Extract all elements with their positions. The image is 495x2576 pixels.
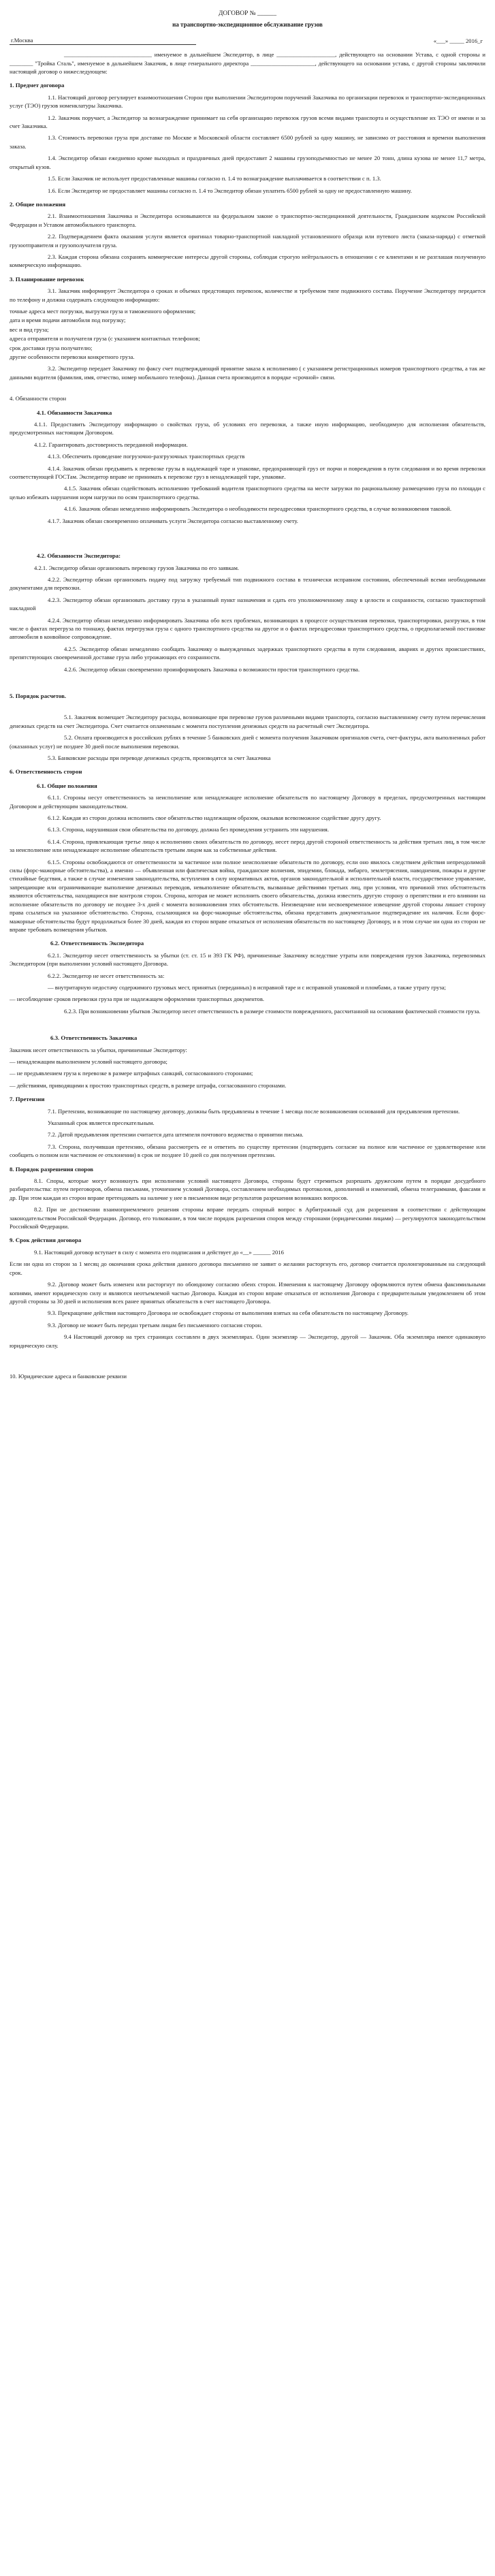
clause-4-1-7: 4.1.7. Заказчик обязан своевременно оплачивать услуги Экспедитора согласно выставленному счету. — [48, 517, 298, 524]
clause-9-2: 9.2. Договор может быть изменен или расторгнут по обоюдному согласию обеих сторон. Изменения к настоящему Договору оформляются путем обмена факсимильными копиями, имеют юридическую силу и являются неотъемлемой частью Договора. Каждая из сторон вправе отказаться от исполнения Договора с предварительным уведомлением об этом другой стороны за 30 дней и исполнения всех ранее принятых обязательств в счет настоящего Договора. — [10, 1281, 485, 1305]
clause-4-2-2: 4.2.2. Экспедитор обязан организовать подачу под загрузку требуемый тип подвижного состава в технически исправном состоянии, обеспеченный всеми необходимыми документами для перевозки. — [10, 575, 485, 592]
clause-3-1: 3.1. Заказчик информирует Экспедитора о сроках и объемах предстоящих перевозок, количестве и требуемом типе подвижного состава. Поручение Экспедитору передается по телефону и должна содержать следующую информацию: — [10, 287, 485, 303]
clause-6-1-4: 6.1.4. Сторона, привлекающая третье лицо к исполнению своих обязательств по договору, несет перед другой стороной ответственность за действия третьих лиц, в том числе за неисполнение или ненадлежащее исполнение обязательств третьим лицом как за собственные действия. — [10, 838, 485, 854]
section-2-heading: 2. Общие положения — [10, 200, 66, 208]
clause-3-2: 3.2. Экспедитор передает Заказчику по факсу счет подтверждающий принятие заказа к исполнению ( с указанием регистрационных номеров транспортного средства, а так же данными водителя (фамилия, имя, отчество, номер мобильного телефона). Данная счета производится в порядке «срочной» связи. — [10, 365, 485, 381]
clause-1-6: 1.6. Если Экспедитор не предоставляет машины согласно п. 1.4 то Экспедитор обязан уплатить 6500 рублей за одну не предоставленную машину. — [48, 187, 412, 194]
list-item: другие особенности перевозки конкретного груза. — [10, 353, 135, 360]
section-3-heading: 3. Планирование перевозок — [10, 275, 84, 283]
clause-7-1-note: Указанный срок является пресекательным. — [48, 1119, 155, 1126]
clause-4-2-6: 4.2.6. Экспедитор обязан своевременно проинформировать Заказчика о возможности простоя транспортного средства. — [64, 665, 360, 673]
subsection-4-2-heading: 4.2. Обязанности Экспедитора: — [37, 552, 121, 560]
clause-6-2-2-b: — несоблюдение сроков перевозки груза при не надлежащем оформлении транспортных документов. — [10, 996, 265, 1003]
clause-4-1-3: 4.1.3. Обеспечить проведение погрузочно-разгрузочных транспортных средств — [48, 453, 245, 460]
section-4-heading: 4. Обязанности сторон — [10, 395, 67, 402]
clause-4-2-1: 4.2.1. Экспедитор обязан организовать перевозку грузов Заказчика по его заявкам. — [34, 564, 240, 571]
clause-6-2-1: 6.2.1. Экспедитор несет ответственность за убытки (ст. ст. 15 и 393 ГК РФ), причиненные Заказчику вследствие утраты или повреждения грузов Заказчика, перевозимых Экспедитором (при выполнении условий настоящего Договора. — [10, 951, 485, 968]
clause-7-2: 7.2. Датой предъявления претензии считается дата штемпеля почтового ведомства о принятии письма. — [48, 1131, 304, 1139]
clause-4-2-4: 4.2.4. Экспедитор обязан немедленно информировать Заказчика обо всех проблемах, возникающих в процессе осуществления перевозки, транспортировки, разгрузки, в том числе о фактах перегруза по тоннажу, фактах перегрузки груза с одного транспортного средства на другое и о фактах переадресовки транспортного средства, о предполагаемой постановке автомобиля в конвойное сопровождение. — [10, 616, 485, 641]
clause-6-3-b: — не предъявлением груза к перевозке в размере штрафных санкций, согласованного сторонами; — [10, 1070, 253, 1077]
clause-9-1-note: Если ни одна из сторон за 1 месяц до окончания срока действия данного договора письменно не заявит о желании расторгнуть его, договор считается пролонгированным на следующий срок. — [10, 1260, 485, 1276]
clause-6-2-2-a: — внутритарную недостачу содержимого грузовых мест, принятых (переданных) в исправной таре и с исправной упаковкой и пломбами, а также утрату груза; — [48, 983, 446, 991]
clause-9-4: 9.4 Настоящий договор на трех страницах составлен в двух экземплярах. Один экземпляр — Экспедитор, другой — Заказчик. Оба экземпляра имеют одинаковую юридическую силу. — [10, 1333, 485, 1349]
clause-4-1-5: 4.1.5. Заказчик обязан содействовать исполнению требований водителя транспортного средства на месте загрузки по рациональному размещению груза по площади с целью избежать нарушения норм нагрузки по осям транспортного средства. — [10, 485, 485, 500]
clause-6-1-5: 6.1.5. Стороны освобождаются от ответственности за частичное или полное неисполнение обязательств по договору, если оно явилось следствием действия непреодолимой силы (форс-мажорные обстоятельства), а именно — объявленная или фактическая война, гражданские волнения, эпидемии, блокада, эмбарго, землетрясения, наводнения, пожары и другие стихийные бедствия, а также в случае изменения законодательства, вступления в силу нормативных актов, органов законодательной и исполнительной власти, государственное управление, запрещающие или ограничивающие выполнение денежных переводов, невыполнение обязательств, вызванные действиями третьих лиц, при условии, что причиной этих обстоятельств являются обстоятельства, находящиеся вне контроля сторон. Сторона, которая не может исполнить своего обязательства, должна известить другую сторону о препятствии и его влиянии на исполнение обязательств по договору не позднее 3-х дней с момента возникновения этих обстоятельств. Неизвещение или несвоевременное извещение другой стороны лишает сторону права ссылаться на указанное обстоятельство. Сторона, ссылающаяся на форс-мажорные обстоятельства, обязана представить документальное подтверждение их наличия. Если форс-мажорные обстоятельства будут продолжаться более 30 дней, каждая из сторон вправе отказаться от исполнения обязательств по настоящему Договору, и в этом случае ни одна из сторон не вправе требовать возмещения убытков. — [10, 858, 485, 933]
clause-9-3: 9.3. Прекращение действия настоящего Договора не освобождает стороны от выполнения взятых на себя обязательств по настоящему Договору. — [48, 1309, 409, 1317]
list-item: срок доставки груза получателю; — [10, 344, 93, 351]
clause-4-2-5: 4.2.5. Экспедитор обязан немедленно сообщать Заказчику о вынужденных задержках транспортного средства в пути следования, авариях и других происшествиях, препятствующих своевременной доставке груза либо угрожающих его сохранности. — [10, 645, 485, 661]
section-8-heading: 8. Порядок разрешения споров — [10, 1165, 94, 1173]
clause-2-2: 2.2. Подтверждением факта оказания услуги является оригинал товарно-транспортной накладной установленного образца или путевого листа (заказа-наряда) с отметкой грузоотправителя и грузополучателя груза. — [10, 233, 485, 249]
clause-6-3: Заказчик несет ответственность за убытки, причиненные Экспедитору: — [10, 1046, 187, 1053]
clause-4-2-3: 4.2.3. Экспедитор обязан организовать доставку груза в указанный пункт назначения и сдать его уполномоченному лицу в целости и сохранности, согласно транспортной накладной — [10, 596, 485, 612]
clause-1-1: 1.1. Настоящий договор регулирует взаимоотношения Сторон при выполнении Экспедитором поручений Заказчика по организации перевозок и транспортно-экспедиционных услуг (ТЭО) грузов номенклатуры Заказчика. — [10, 93, 485, 110]
clause-1-4: 1.4. Экспедитор обязан ежедневно кроме выходных и праздничных дней предоставит 2 машины грузоподъемностью не менее 20 тонн, длина кузова не менее 11,7 метра, открытый кузов. — [10, 155, 485, 170]
clause-6-1-3: 6.1.3. Сторона, нарушившая свои обязательства по договору, должна без промедления устранить эти нарушения. — [48, 826, 330, 833]
clause-5-1: 5.1. Заказчик возмещает Экспедитору расходы, возникающие при перевозке грузов различными видами транспорта, согласно выставленному счету путем перечисления денежных средств на счет Экспедитора. Счет считается оплаченным с момента поступления денежных средств на расчетный счет Экспедитора. — [10, 714, 485, 729]
clause-4-1-4: 4.1.4. Заказчик обязан предъявить к перевозке грузы в надлежащей таре и упаковке, предохраняющей груз от порчи и повреждения в пути следования и во время перевозки соответствующей ГОСТам. Экспедитор вправе не принимать к перевозке груз в ненадлежащей таре, упаковке. — [10, 464, 485, 481]
document-title: ДОГОВОР № ______ — [218, 10, 277, 17]
section-1-heading: 1. Предмет договора — [10, 82, 65, 89]
clause-1-3: 1.3. Стоимость перевозки груза при доставке по Москве и Московской области составляет 6500 рублей за одну машину, не зависимо от расстояния и времени выполнения заказа. — [10, 134, 485, 150]
clause-2-3: 2.3. Каждая сторона обязана сохранять коммерческие интересы другой стороны, соблюдая строгую нейтральность в отношении с ее клиентами и не разглашая полученную коммерческую информацию. — [10, 253, 485, 269]
city-date-line — [10, 36, 485, 45]
intro-paragraph: ______________________________ именуемое в дальнейшем Экспедитор, в лице ____________________, действующего на основании Устава, с одной стороны и ________ "Тройка Сталь", именуемое в дальнейшем Заказчик, в лице генерального директора ______________________, действующего на основании устава, с другой стороны заключили настоящий договор о нижеследующем: — [10, 51, 485, 76]
subsection-4-1-heading: 4.1. Обязанности Заказчика — [37, 409, 112, 416]
document-subtitle: на транспортно-экспедиционное обслуживание грузов — [172, 21, 323, 29]
clause-7-3: 7.3. Сторона, получившая претензию, обязана рассмотреть ее и ответить по существу претензии (подтвердить согласие на полное или частичное ее удовлетворение или сообщить о полном или частичном ее отклонении) в срок не позднее 10 дней со дня получения претензии. — [10, 1143, 485, 1159]
section-9-heading: 9. Срок действия договора — [10, 1237, 82, 1244]
subsection-6-2-heading: 6.2. Ответственность Экспедитора — [50, 940, 144, 947]
contract-date: «___» _____ 2016_г — [433, 37, 483, 44]
list-item: вес и вид груза; — [10, 325, 49, 333]
clause-6-1-1: 6.1.1. Стороны несут ответственность за неисполнение или ненадлежащее исполнение обязательств по настоящему Договору в пределах, предусмотренных настоящим Договором и действующим законодательством. — [10, 794, 485, 810]
section-10-heading: 10. Юридические адреса и банковские реквизи — [10, 1372, 127, 1380]
clause-1-2: 1.2. Заказчик поручает, а Экспедитор за вознаграждение принимает на себя организацию перевозок грузов всеми видами транспорта и осуществление их ТЭО от имени и за счет Заказчика. — [10, 114, 485, 130]
clause-5-3: 5.3. Банковские расходы при переводе денежных средств, производятся за счет Заказчика — [48, 754, 271, 761]
list-item: адреса отправителя и получателя груза (с указанием контактных телефонов; — [10, 335, 200, 343]
clause-4-1-1: 4.1.1. Предоставить Экспедитору информацию о свойствах груза, об условиях его перевозки, а также иную информацию, необходимую для исполнения обязательств, предусмотренных настоящим Договором. — [10, 421, 485, 436]
clause-5-2: 5.2. Оплата производится в российских рублях в течение 5 банковских дней с момента получения Заказчиком оригиналов счета, счет-фактуры, акта выполненных работ (оказанных услуг) не позднее 30 дней после выполнения перевозки. — [10, 734, 485, 750]
clause-6-2-3: 6.2.3. При возникновении убытков Экспедитор несет ответственность в размере стоимости поврежденного, рассчитанной на основании фактической стоимости груза. — [64, 1007, 481, 1015]
section-5-heading: 5. Порядок расчетов. — [10, 692, 67, 699]
subsection-6-3-heading: 6.3. Ответственность Заказчика — [50, 1034, 138, 1042]
subsection-6-1-heading: 6.1. Общие положения — [37, 782, 97, 789]
clause-4-1-6: 4.1.6. Заказчик обязан немедленно информировать Экспедитора о необходимости переадресовки транспортного средства, в случае возникновения таковой. — [64, 505, 452, 513]
clause-6-2-2: 6.2.2. Экспедитор не несет ответственность за: — [48, 972, 165, 979]
clause-4-1-2: 4.1.2. Гарантировать достоверность переданной информации. — [34, 441, 188, 448]
section-6-heading: 6. Ответственность сторон — [10, 768, 82, 776]
list-item: дата и время подачи автомобиля под погрузку; — [10, 317, 126, 324]
clause-1-5: 1.5. Если Заказчик не использует предоставленные машины согласно п. 1.4 то вознаграждение выплачивается в соответствии с п. 1.3. — [48, 175, 381, 182]
section-7-heading: 7. Претензии — [10, 1096, 45, 1103]
order-info-list — [10, 307, 485, 361]
clause-9-1: 9.1. Настоящий договор вступает в силу с момента его подписания и действует до «__» ______ 2016 — [34, 1248, 284, 1256]
clause-9-3b: 9.3. Договор не может быть передан третьим лицам без письменного согласия сторон. — [48, 1321, 263, 1329]
city: г.Москва — [10, 36, 196, 45]
clause-8-1: 8.1. Споры, которые могут возникнуть при исполнении условий настоящего Договора, стороны будут стремиться разрешать дружеским путем в порядке досудебного разбирательства: путем переговоров, обмена письмами, уточнением условий Договора, составлением необходимых протоколов, дополнений и изменений, обмена телеграммами, факсами и др. При этом каждая из сторон вправе претендовать на наличие у нее в письменном виде результатов разрешения возникших вопросов. — [10, 1177, 485, 1201]
list-item: точные адреса мест погрузки, выгрузки груза и таможенного оформления; — [10, 307, 196, 315]
clause-2-1: 2.1. Взаимоотношения Заказчика и Экспедитора основываются на федеральном законе о транспортно-экспедиционной деятельности, Гражданским кодексом Российской Федерации и Уставом автомобильного транспорта. — [10, 212, 485, 228]
clause-8-2: 8.2. При не достижении взаимоприемлемого решения стороны вправе передать спорный вопрос в Арбитражный суд для разрешения в соответствии с действующим законодательством Российской Федерации. Договор, его толкование, в том числе порядок разрешения споров между сторонами (юридическими лицами) — регулируются законодательством Российской Федерации. — [10, 1206, 485, 1230]
clause-6-3-a: — ненадлежащим выполнением условий настоящего договора; — [10, 1058, 167, 1065]
clause-6-1-2: 6.1.2. Каждая из сторон должна исполнить свое обязательство надлежащим образом, оказывая всевозможное содействие другу другу. — [48, 814, 381, 822]
clause-6-3-c: — действиями, приводящими к простою транспортных средств, в размере штрафа, согласованного сторонами. — [10, 1081, 287, 1089]
clause-7-1: 7.1. Претензии, возникающие по настоящему договору, должны быть предъявлены в течение 1 месяца после возникновения оснований для предъявления претензии. — [48, 1107, 460, 1115]
